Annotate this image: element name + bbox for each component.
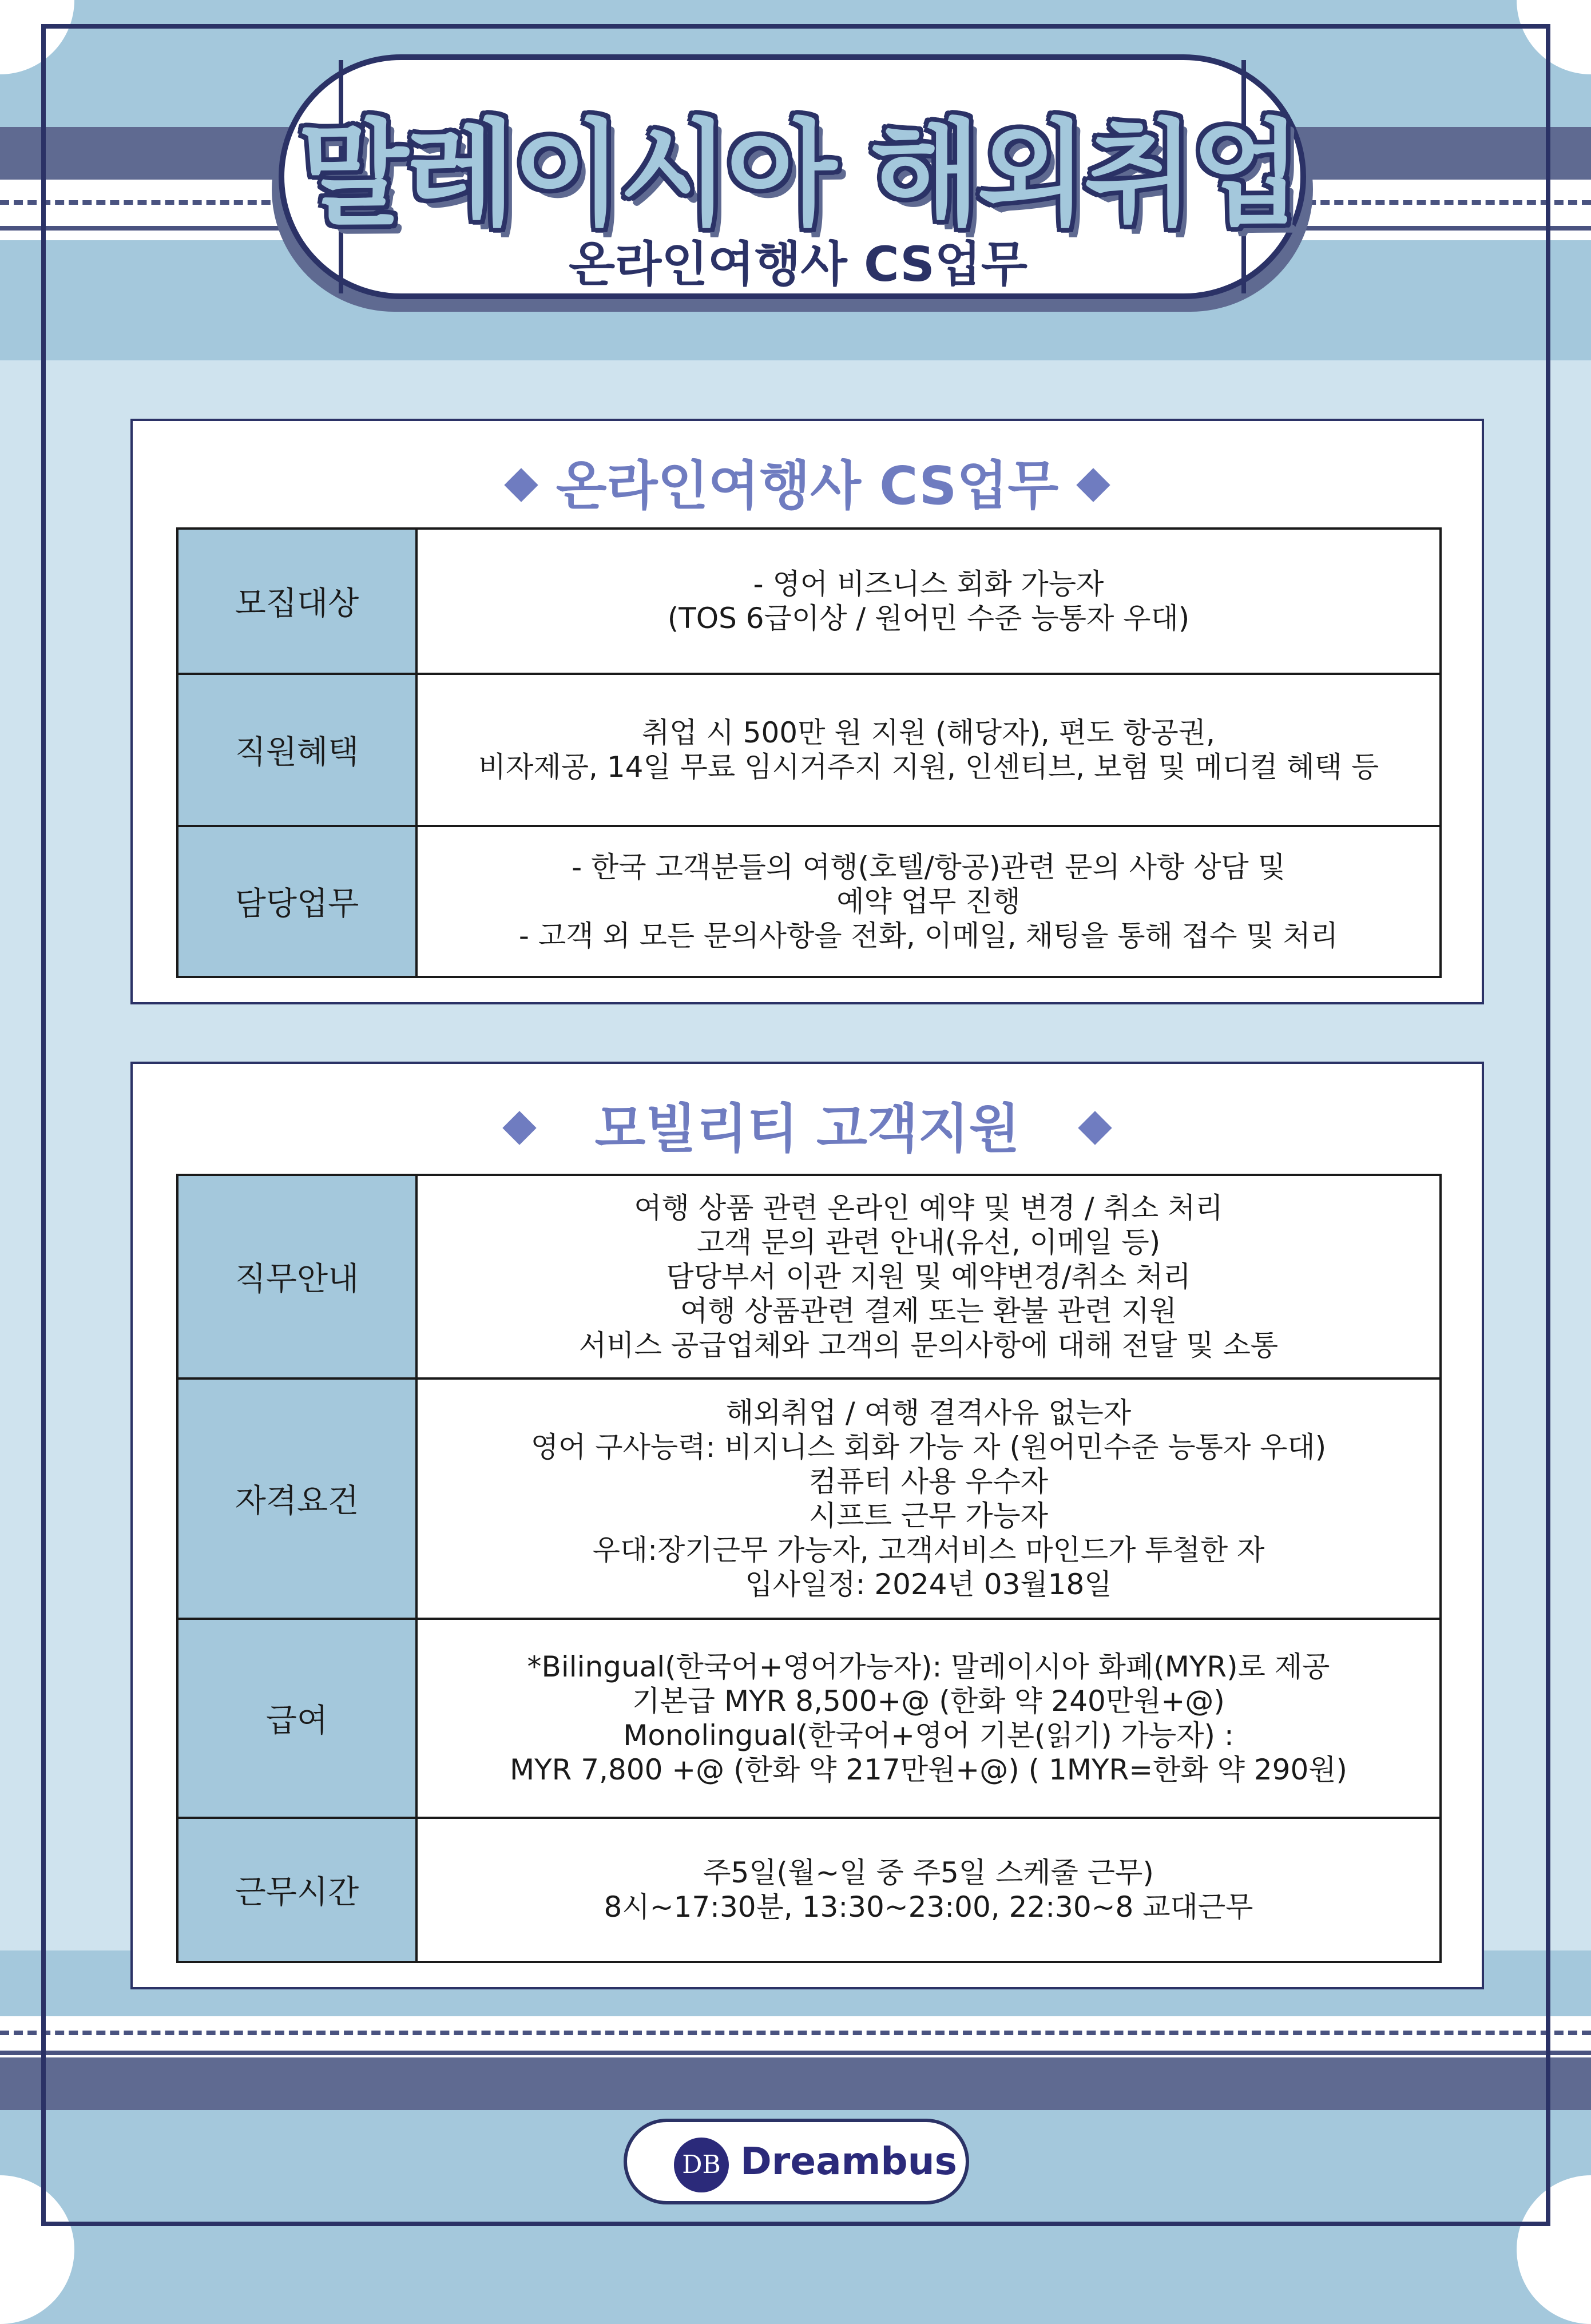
card-online-travel-cs (130, 419, 1484, 1004)
value-line: 비자제공, 14일 무료 임시거주지 지원, 인센티브, 보험 및 메디컬 혜택 등 (478, 750, 1379, 784)
value-line: 취업 시 500만 원 지원 (해당자), 편도 항공권, (642, 716, 1215, 749)
row-value (416, 826, 1441, 977)
value-line: 영어 구사능력: 비지니스 회화 가능 자 (원어민수준 능통자 우대) (530, 1431, 1327, 1464)
row-value (416, 1818, 1441, 1962)
row-label: 자격요건 (177, 1378, 416, 1619)
table-row (177, 529, 1441, 674)
value-line: 주5일(월~일 중 주5일 스케줄 근무) (703, 1856, 1154, 1889)
db-logo-badge: DB (674, 2138, 729, 2192)
row-label: 직원혜택 (177, 674, 416, 826)
row-label: 급여 (177, 1619, 416, 1818)
title-banner (272, 54, 1313, 312)
value-line: 8시~17:30분, 13:30~23:00, 22:30~8 교대근무 (604, 1890, 1253, 1924)
row-value (416, 674, 1441, 826)
table-row (177, 1175, 1441, 1378)
row-value (416, 529, 1441, 674)
diamond-icon (503, 1111, 537, 1145)
diamond-icon (1078, 1111, 1112, 1145)
value-line: 컴퓨터 사용 우수자 (808, 1465, 1049, 1498)
dreambus-logo (624, 2119, 969, 2204)
table-row (177, 1818, 1441, 1962)
row-label: 모집대상 (177, 529, 416, 674)
table-row (177, 1378, 1441, 1619)
row-label: 담당업무 (177, 826, 416, 977)
row-value (416, 1175, 1441, 1378)
diamond-icon (1077, 468, 1110, 502)
value-line: Monolingual(한국어+영어 기본(읽기) 가능자) : (623, 1719, 1234, 1752)
value-line: - 한국 고객분들의 여행(호텔/항공)관련 문의 사항 상담 및 (572, 851, 1286, 884)
card2-title-text: 모빌리티 고객지원 (594, 1098, 1020, 1159)
value-line: MYR 7,800 +@ (한화 약 217만원+@) ( 1MYR=한화 약 290원) (509, 1753, 1348, 1786)
value-line: - 고객 외 모든 문의사항을 전화, 이메일, 채팅을 통해 접수 및 처리 (518, 919, 1339, 952)
value-line: *Bilingual(한국어+영어가능자): 말레이시아 화폐(MYR)로 제공 (527, 1650, 1330, 1683)
table-row (177, 1619, 1441, 1818)
value-line: (TOS 6급이상 / 원어민 수준 능통자 우대) (667, 602, 1190, 635)
row-label: 직무안내 (177, 1175, 416, 1378)
row-value (416, 1619, 1441, 1818)
card1-table (176, 527, 1442, 978)
card1-title (133, 444, 1482, 519)
row-label: 근무시간 (177, 1818, 416, 1962)
value-line: 해외취업 / 여행 결격사유 없는자 (725, 1396, 1132, 1429)
table-row (177, 826, 1441, 977)
value-line: 입사일정: 2024년 03월18일 (745, 1568, 1112, 1601)
card1-title-text: 온라인여행사 CS업무 (556, 455, 1059, 517)
value-line: 고객 문의 관련 안내(유선, 이메일 등) (696, 1226, 1161, 1259)
value-line: 서비스 공급업체와 고객의 문의사항에 대해 전달 및 소통 (578, 1329, 1279, 1362)
card2-title (133, 1087, 1482, 1162)
table-row (177, 674, 1441, 826)
value-line: 여행 상품 관련 온라인 예약 및 변경 / 취소 처리 (634, 1191, 1223, 1225)
value-line: 여행 상품관련 결제 또는 환불 관련 지원 (680, 1294, 1177, 1328)
diamond-icon (504, 468, 538, 502)
value-line: - 영어 비즈니스 회화 가능자 (753, 567, 1104, 601)
title-banner-face (279, 54, 1306, 299)
page-title: 말레이시아 해외취업 (297, 108, 1299, 241)
page-subtitle: 온라인여행사 CS업무 (568, 236, 1028, 292)
value-line: 기본급 MYR 8,500+@ (한화 약 240만원+@) (632, 1685, 1225, 1718)
value-line: 담당부서 이관 지원 및 예약변경/취소 처리 (666, 1260, 1191, 1293)
value-line: 우대:장기근무 가능자, 고객서비스 마인드가 투철한 자 (592, 1534, 1265, 1567)
value-line: 예약 업무 진행 (836, 885, 1021, 918)
card-mobility-support (130, 1062, 1484, 1989)
card2-table (176, 1174, 1442, 1963)
row-value (416, 1378, 1441, 1619)
logo-name: Dreambus (740, 2139, 957, 2183)
value-line: 시프트 근무 가능자 (808, 1499, 1049, 1532)
